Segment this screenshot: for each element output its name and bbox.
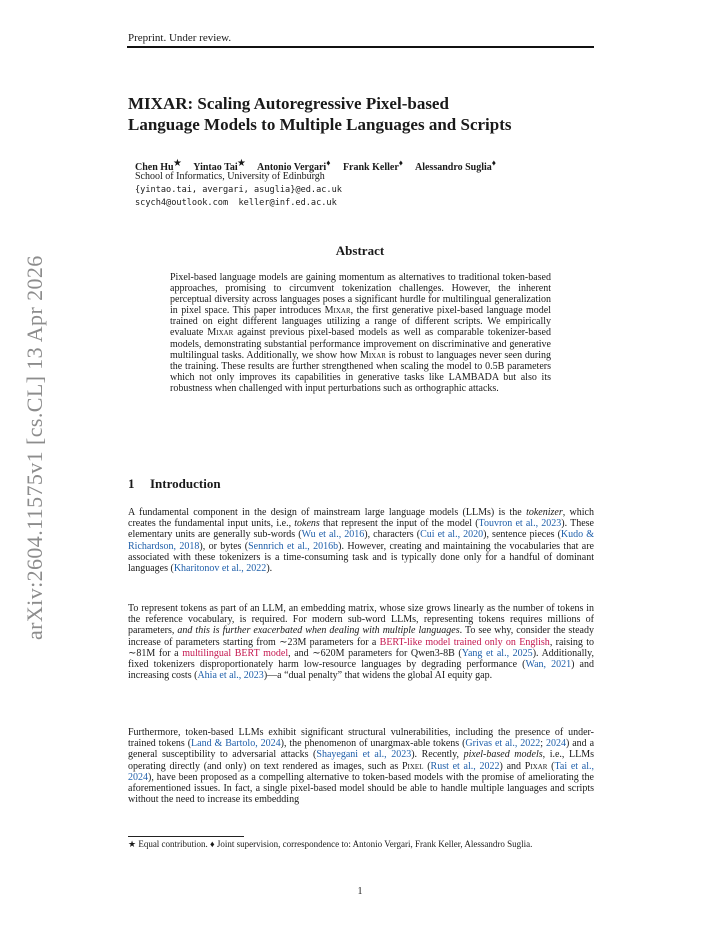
footnote: ★ Equal contribution. ♦ Joint supervision, correspondence to: Antonio Vergari, Frank Keller, Alessandro Suglia. xyxy=(128,839,533,849)
citation-link[interactable]: Ahia et al., 2023 xyxy=(197,670,264,682)
page-number: 1 xyxy=(357,886,363,897)
citation-link[interactable]: Tai et al., 2024 xyxy=(128,760,594,783)
model-name: Mixar xyxy=(359,349,386,361)
paragraph: Furthermore, token-based LLMs exhibit significant structural vulnerabilities, including the presence of under-trained tokens (Land & Bartolo, 2024), the phenomenon of unargmax-able tokens (Grivas et al., 2022; 2024) and a general susceptibility to adversarial attacks (Shayegani et al., 2023). Recently, pixel-based models, i.e., LLMs operating directly (and only) on text rendered as images, such as Pixel (Rust et al., 2022) and Pixar (Tai et al., 2024), have been proposed as a compelling alternative to token-based models with the promise of ameliorating the aforementioned issues. In fact, a single pixel-based model should be able to handle multiple languages and scripts without the need to increase its embedding xyxy=(128,727,595,806)
title-line-1: MIXAR: Scaling Autoregressive Pixel-based xyxy=(128,94,449,113)
author: Antonio Vergari♦ xyxy=(257,159,331,174)
email-line: {yintao.tai, avergari, asuglia}@ed.ac.uk xyxy=(135,185,342,195)
section-title: Introduction xyxy=(150,476,221,491)
author: Chen Hu★ xyxy=(135,159,182,174)
citation-link[interactable]: Wu et al., 2016 xyxy=(301,529,365,541)
section-number: 1 xyxy=(128,476,135,491)
author: Alessandro Suglia♦ xyxy=(414,159,497,174)
paper-title xyxy=(128,93,598,135)
paragraph: To represent tokens as part of an LLM, an embedding matrix, whose size grows linearly as the number of tokens in the reference vocabulary, is required. For modern sub-word LLMs, representing tokens requires millions of parameters, and this is further exacerbated when dealing with multiple languages. To see why, consider the steady increase of parameters starting from ∼23M parameters for a BERT-like model trained only on English, raising to ∼81M for a multilingual BERT model, and ∼620M parameters for Qwen3-8B (Yang et al., 2025). Additionally, fixed tokenizers disproportionately harm low-resource languages by degrading performance (Wan, 2021) and increasing costs (Ahia et al., 2023)—a “dual penalty” that widens the global AI equity gap. xyxy=(128,603,594,682)
citation-link[interactable]: Yang et al., 2025 xyxy=(461,647,533,659)
affiliation: School of Informatics, University of Edinburgh xyxy=(135,171,325,182)
citation-link[interactable]: Land & Bartolo, 2024 xyxy=(191,738,281,750)
citation-link[interactable]: 2024 xyxy=(545,738,566,750)
citation-link[interactable]: Cui et al., 2020 xyxy=(420,529,484,541)
title-line-2: Language Models to Multiple Languages and Scripts xyxy=(128,115,512,134)
citation-link[interactable]: Wan, 2021 xyxy=(525,659,572,671)
author: Frank Keller♦ xyxy=(342,159,404,174)
model-name: Pixel xyxy=(401,760,424,772)
running-header: Preprint. Under review. xyxy=(128,32,232,44)
external-link[interactable]: multilingual BERT model xyxy=(182,647,289,659)
external-link[interactable]: BERT-like model trained only on English xyxy=(379,636,550,648)
citation-link[interactable]: Touvron et al., 2023 xyxy=(478,518,562,530)
citation-link[interactable]: Grivas et al., 2022 xyxy=(465,738,541,750)
paragraph: A fundamental component in the design of mainstream large language models (LLMs) is the tokenizer, which creates the fundamental input units, i.e., tokens that represent the input of the model (Touvron et al., 2023). These elementary units are generally sub-words (Wu et al., 2016), characters (Cui et al., 2020), sentence pieces (Kudo & Richardson, 2018), or bytes (Sennrich et al., 2016b). However, creating and maintaining the vocabularies that are associated with these tokenizers is a time-consuming task and is typically done only for a handful of dominant languages (Kharitonov et al., 2022). xyxy=(128,507,594,575)
model-name: Pixar xyxy=(524,760,548,772)
model-name: Mixar xyxy=(324,305,351,317)
arxiv-id: arXiv:2604.11575v1 [cs.CL] 13 Apr 2026 xyxy=(22,255,47,640)
footnote-rule xyxy=(128,836,244,837)
section-heading xyxy=(128,476,221,492)
abstract-heading: Abstract xyxy=(335,243,385,258)
author-emails xyxy=(135,184,342,210)
citation-link[interactable]: Rust et al., 2022 xyxy=(430,760,500,772)
header-rule xyxy=(127,46,594,48)
citation-link[interactable]: Kharitonov et al., 2022 xyxy=(173,563,267,575)
citation-link[interactable]: Kudo & Richardson, 2018 xyxy=(128,529,594,552)
email-line: scych4@outlook.com keller@inf.ed.ac.uk xyxy=(135,198,337,208)
model-name: Mixar xyxy=(207,327,234,339)
abstract-body: Pixel-based language models are gaining momentum as alternatives to traditional token-based approaches, promising to circumvent tokenization challenges. However, the inherent perceptual diversity across languages poses a significant hurdle for multilingual generalization in pixel space. This paper introduces Mixar, the first generative pixel-based language model trained on eight different languages utilizing a range of different scripts. We empirically evaluate Mixar against previous pixel-based models as well as comparable tokenizer-based models, demonstrating substantial performance improvement on discriminative and generative multilingual tasks. Additionally, we show how Mixar is robust to languages never seen during the training. These results are further strengthened when scaling the model to 0.5B parameters which not only improves its capabilities in generative tasks like LAMBADA but also its robustness when challenged with input perturbations such as orthographic attacks. xyxy=(170,272,551,394)
author: Yintao Tai★ xyxy=(193,159,246,174)
citation-link[interactable]: Sennrich et al., 2016b xyxy=(248,540,339,552)
citation-link[interactable]: Shayegani et al., 2023 xyxy=(316,749,412,761)
